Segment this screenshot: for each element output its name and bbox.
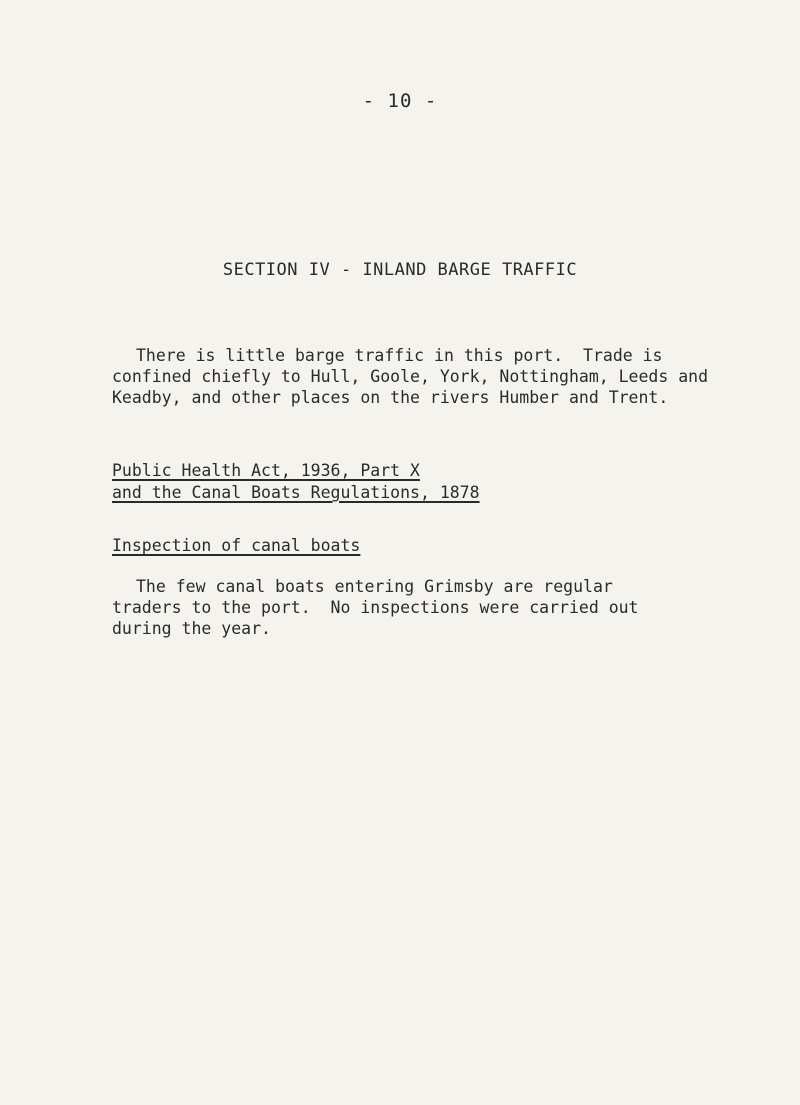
paragraph-line: Keadby, and other places on the rivers Humber and Trent.	[112, 388, 669, 407]
section-title: SECTION IV - INLAND BARGE TRAFFIC	[222, 260, 578, 280]
paragraph-line: traders to the port. No inspections were carried out	[112, 598, 639, 617]
heading-line	[112, 535, 360, 557]
paragraph-line: during the year.	[112, 619, 271, 638]
heading-public-health-act	[112, 460, 480, 504]
heading-text: Public Health Act, 1936, Part X	[112, 461, 420, 480]
heading-text: and the Canal Boats Regulations, 1878	[112, 483, 480, 502]
page-number: - 10 -	[362, 90, 438, 112]
paragraph-line: There is little barge traffic in this port. Trade is	[136, 346, 663, 365]
heading-line	[112, 460, 480, 482]
paragraph-barge-traffic	[112, 345, 712, 408]
heading-line	[112, 482, 480, 504]
heading-text: Inspection of canal boats	[112, 536, 361, 555]
paragraph-line: confined chiefly to Hull, Goole, York, Nottingham, Leeds and	[112, 367, 709, 386]
paragraph-line: The few canal boats entering Grimsby are regular	[136, 577, 613, 596]
paragraph-inspection	[112, 576, 712, 639]
heading-inspection-of-canal-boats	[112, 535, 360, 557]
